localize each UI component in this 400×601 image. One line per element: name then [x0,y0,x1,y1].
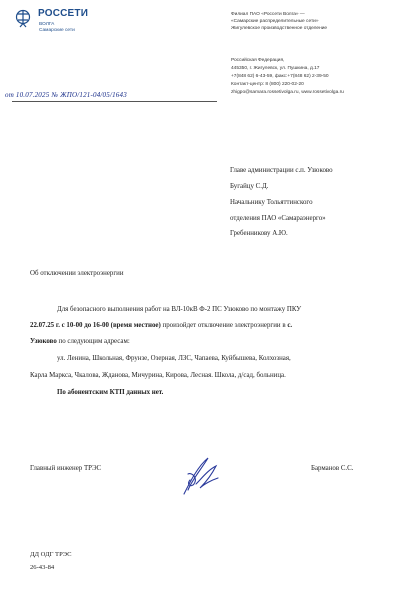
address-country: Российская Федерация, [231,58,285,63]
footer-department: ДД ОДГ ТРЭС [30,551,72,558]
letter-subject: Об отключении электроэнергии [30,270,124,277]
brand-subtitle: ВОЛГА [39,22,55,27]
addressee-line-2: Бугайцу С.Д. [230,183,269,190]
outgoing-underline [12,101,217,102]
branch-line-3: Жигулевское производственное отделение [231,26,328,31]
signatory-position: Главный инженер ТРЭС [30,465,102,472]
outgoing-number: от 10.07.2025 № ЖПО/121-04/05/1643 [5,91,127,99]
addresses-line-1: ул. Ленина, Школьная, Фрунзе, Озерная, ЛЗС, Чапаева, Куйбышева, Колхозная, [57,355,291,362]
outage-time: 22.07.25 г. с 10-00 до 16-00 (время местное) [30,322,161,329]
addressee-line-5: Гребенникову А.Ю. [230,230,288,237]
brand-name: РОССЕТИ [38,8,89,19]
body-line-2 [30,322,292,329]
body-line-3 [30,338,130,345]
signatory-name: Барманов С.С. [311,465,354,472]
branch-line-1: Филиал ПАО «Россети Волга» — [231,12,305,17]
handwritten-signature [178,454,220,498]
footer-phone: 26-43-84 [30,564,55,571]
addresses-line-2: Карла Маркса, Чкалова, Жданова, Мичурина, Кирова, Лесная. Школа, д/сад, больница. [30,372,286,379]
body-line-2-text: произойдет отключение электроэнергии в [160,322,288,329]
body-line-1: Для безопасного выполнения работ на ВЛ-10кВ Ф-2 ПС Узюково по монтажу ПКУ [57,306,302,313]
phone-fax: +7(848 62) 6-43-59, факс:+7(848 62) 2-39-50 [231,74,329,79]
email-website: zhigpo@samara.rossetivolga.ru, www.rossetivolga.ru [231,90,344,95]
village-name: Узюково [30,338,57,345]
address-street: 445350, г. Жигулевск, ул. Пушкина, д.17 [231,66,320,71]
addressee-line-3: Начальнику Тольяттинского [230,199,313,206]
addressee-line-1: Главе администрации с.п. Узюково [230,167,333,174]
brand-subtitle-2: Самарские сети [39,28,75,33]
rosseti-logo-icon [14,9,32,29]
ktp-note: По абонентским КТП данных нет. [57,389,164,396]
village-prefix: с. [287,322,293,329]
contact-center: Контакт-центр: 8 (800) 220-02-20 [231,82,304,87]
branch-line-2: «Самарские распределительные сети» [231,19,319,24]
addressee-line-4: отделения ПАО «Самараэнерго» [230,215,326,222]
body-line-3-text: по следующим адресам: [56,338,130,345]
